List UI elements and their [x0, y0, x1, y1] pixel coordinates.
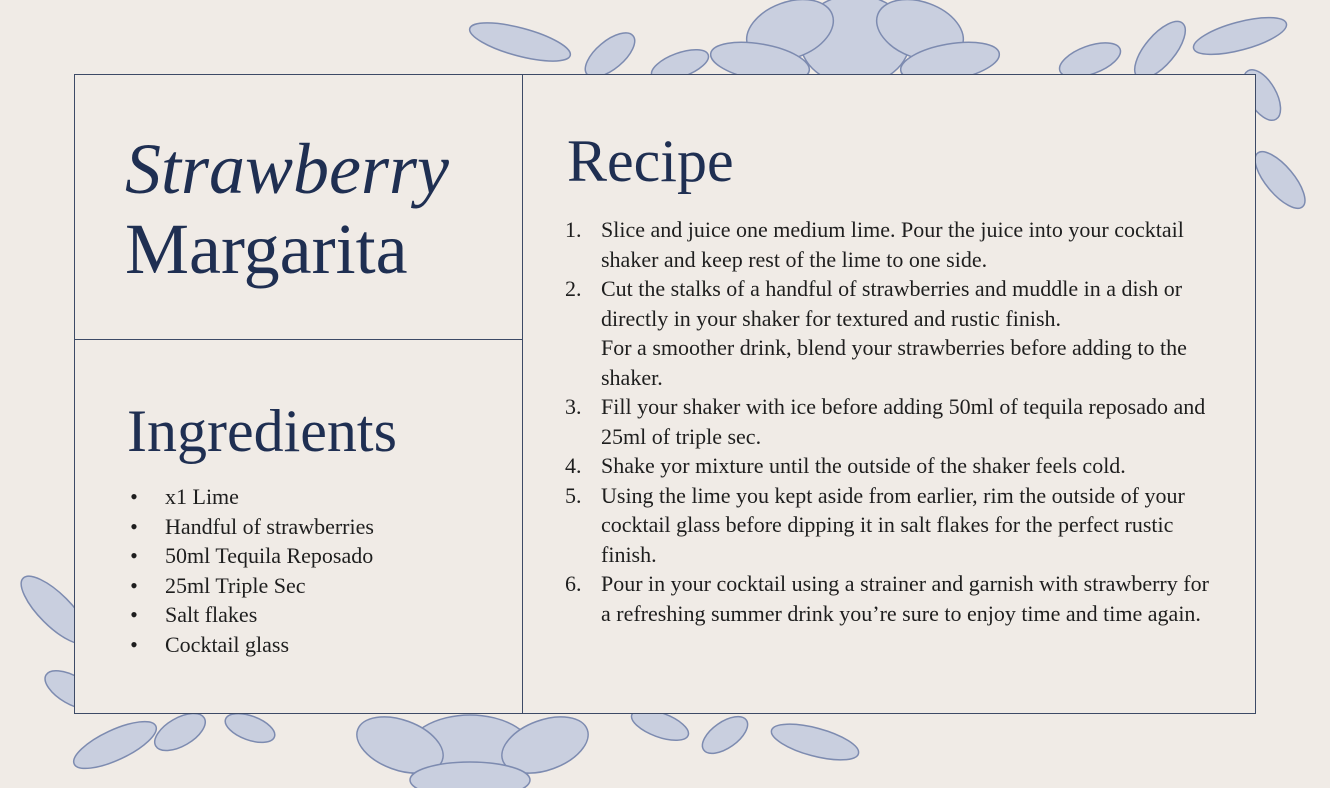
step-number: 4.	[565, 453, 582, 478]
divider-horizontal	[75, 339, 522, 340]
bullet: •	[130, 631, 138, 657]
bullet: •	[130, 602, 138, 627]
recipe-step	[565, 215, 1220, 274]
recipe-step	[565, 274, 1220, 392]
ingredient-text: Cocktail glass	[165, 631, 290, 657]
ingredient-item	[127, 600, 374, 630]
leaf	[68, 712, 162, 777]
step-text: Slice and juice one medium lime. Pour the juice into your cocktail shaker and keep rest of the lime to one side.	[601, 217, 1184, 272]
ingredient-item	[127, 482, 374, 512]
leaf	[1247, 144, 1313, 216]
step-note: For a smoother drink, blend your strawberries before adding to the shaker.	[601, 335, 1187, 390]
leaf	[696, 709, 754, 760]
ingredient-text: Salt flakes	[165, 602, 258, 627]
leaf	[466, 15, 574, 69]
ingredient-text: 25ml Triple Sec	[165, 572, 306, 598]
ingredient-item	[127, 630, 374, 660]
step-number: 1.	[565, 217, 582, 242]
bullet: •	[130, 572, 138, 598]
ingredient-text: 50ml Tequila Reposado	[165, 543, 374, 568]
step-text: Pour in your cocktail using a strainer and garnish with strawberry for a refreshing summer drink you’re sure to enjoy time and time again.	[601, 571, 1209, 626]
bullet: •	[130, 513, 138, 539]
bullet: •	[130, 543, 138, 568]
step-number: 2.	[565, 276, 582, 301]
recipe-card	[74, 74, 1256, 714]
ingredients-heading: Ingredients	[127, 398, 397, 464]
recipe-step	[565, 451, 1220, 481]
recipe-step	[565, 569, 1220, 628]
ingredient-item	[127, 512, 374, 542]
title-line-2: Margarita	[125, 209, 408, 289]
divider-vertical	[522, 75, 523, 713]
recipe-steps	[565, 215, 1220, 628]
bullet: •	[130, 484, 138, 509]
recipe-heading: Recipe	[567, 128, 734, 194]
ingredients-list	[127, 482, 374, 659]
leaf	[1190, 10, 1290, 62]
step-text: Using the lime you kept aside from earlier, rim the outside of your cocktail glass before dipping it in salt flakes for the perfect rustic finish.	[601, 482, 1185, 567]
ingredient-text: Handful of strawberries	[165, 513, 374, 539]
ingredient-item	[127, 571, 374, 601]
step-number: 3.	[565, 394, 582, 419]
recipe-title	[125, 129, 449, 289]
leaf	[768, 717, 862, 767]
step-text: Cut the stalks of a handful of strawberries and muddle in a dish or directly in your shaker for textured and rustic finish.	[601, 276, 1183, 331]
recipe-step	[565, 481, 1220, 570]
step-text: Shake yor mixture until the outside of the shaker feels cold.	[601, 453, 1126, 478]
recipe-step	[565, 392, 1220, 451]
title-line-1: Strawberry	[125, 129, 449, 209]
step-text: Fill your shaker with ice before adding 50ml of tequila reposado and 25ml of triple sec.	[601, 394, 1206, 449]
step-number: 6.	[565, 571, 582, 596]
ingredient-item	[127, 541, 374, 571]
ingredient-text: x1 Lime	[165, 484, 239, 509]
step-number: 5.	[565, 482, 582, 508]
